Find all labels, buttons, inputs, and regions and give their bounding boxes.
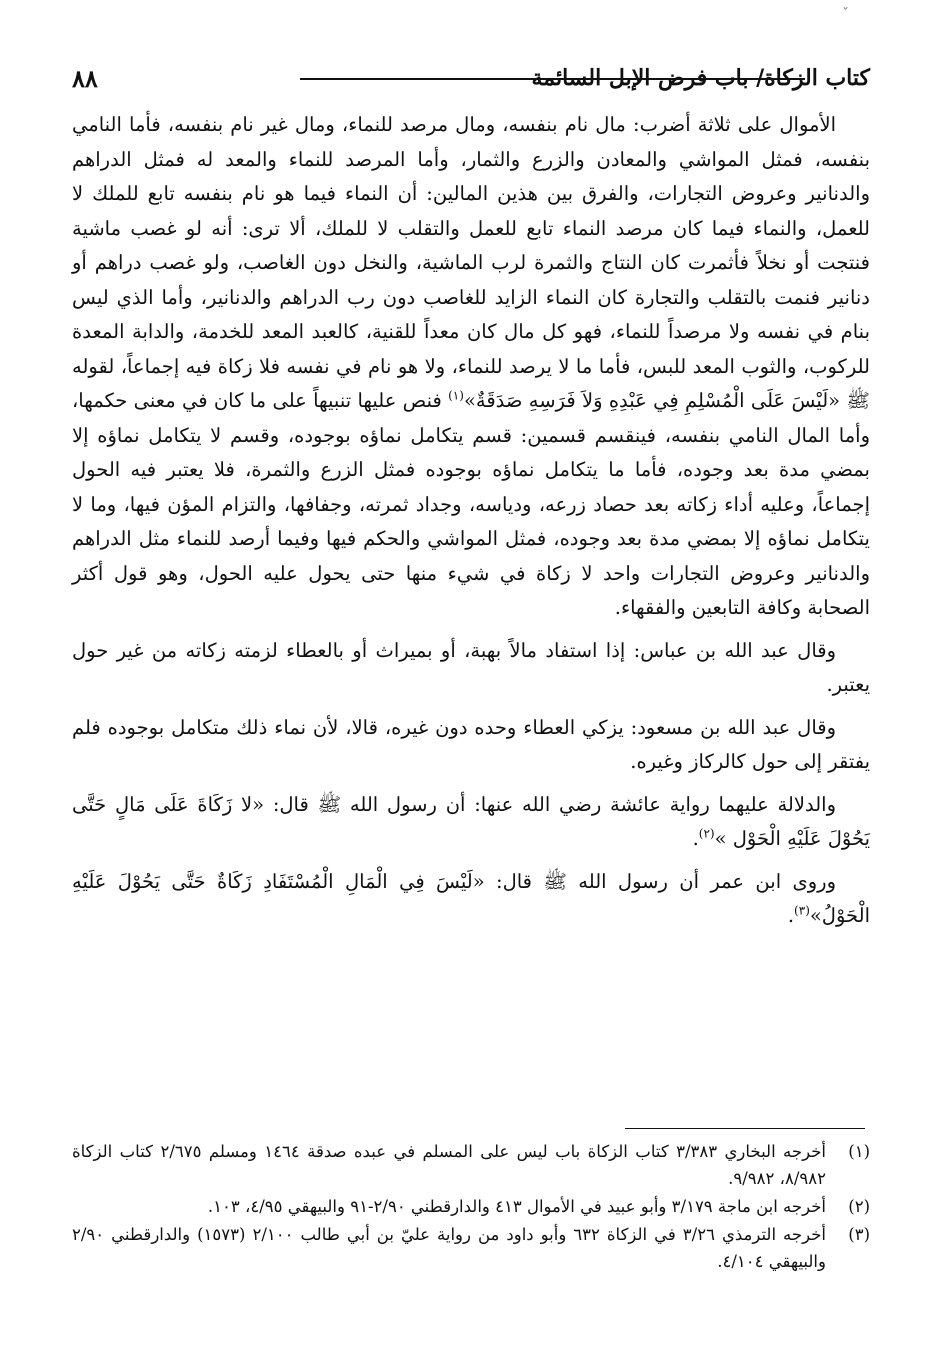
running-title: كتاب الزكاة/ باب فرض الإبل السائمة — [531, 65, 870, 91]
footnote-ref: (٣) — [794, 903, 810, 918]
page-number: ٨٨ — [72, 63, 98, 93]
paragraph — [72, 865, 870, 934]
footnotes — [72, 1138, 870, 1276]
paragraph-text: وروى ابن عمر أن رسول الله ﷺ قال: «لَيْسَ فِي الْمَالِ الْمُسْتَفَادِ زَكَاةٌ حَتَّى يَحُوْلَ عَلَيْهِ الْحَوْلُ» — [72, 869, 870, 927]
paragraph-text: وقال عبد الله بن عباس: إذا استفاد مالاً بهبة، أو بميراث أو بالعطاء لزمته زكاته من غير حول يعتبر. — [72, 638, 870, 696]
footnote-number: (١) — [848, 1142, 870, 1161]
paragraph-text: . — [787, 904, 795, 927]
corner-mark: ˇ — [842, 6, 849, 22]
footnote-ref: (١) — [448, 388, 464, 403]
paragraph-text: الأموال على ثلاثة أضرب: مال نام بنفسه، ومال مرصد للنماء، ومال غير نام بنفسه، فأما النامي بنفسه، فمثل المواشي والمعادن والزرع والثمار، وأما المرصد للنماء والمعد له فمثل الدراهم والدنانير وعروض التجارات، والفرق بين هذين المالين: أن النماء فيما هو نام بنفسه تابع للملك لا للعمل، والنماء فيما كان مرصد النماء تابع للعمل والتقلب لا للملك، ألا ترى: أنه لو غصب ماشية فنتجت أو نخلاً فأثمرت كان النتاج والثمرة لرب الماشية، والنخل دون الغاصب، ولو غصب دراهم أو دنانير فنمت بالتقلب والتجارة كان النماء الزايد للغاصب دون رب الدراهم والدنانير، وأما الذي ليس بنام في نفسه ولا مرصداً للنماء، فهو كل مال كان معداً للقنية، كالعبد المعد للخدمة، والدابة المعدة للركوب، والثوب المعد للبس، فأما ما لا يرصد للنماء، ولا هو نام في نفسه فلا زكاة فيه إجماعاً، لقوله ﷺ «لَيْسَ عَلَى الْمُسْلِمِ فِي عَبْدِهِ وَلاَ فَرَسِهِ صَدَقَةٌ» — [72, 113, 870, 412]
footnote-text: أخرجه الترمذي ٣/٢٦ في الزكاة ٦٣٢ وأبو داود من رواية عليّ بن أبي طالب ٢/١٠٠ (١٥٧٣) والدارقطني ٢/٩٠ والبيهقي ٤/١٠٤. — [72, 1225, 826, 1271]
footnote — [72, 1221, 870, 1275]
paragraph — [72, 108, 870, 626]
paragraph — [72, 788, 870, 857]
main-text — [72, 108, 870, 942]
footnote-number: (٣) — [848, 1225, 870, 1244]
paragraph — [72, 634, 870, 703]
footnote-number: (٢) — [848, 1197, 870, 1216]
footnote-rule — [625, 1128, 865, 1129]
paragraph-text: وقال عبد الله بن مسعود: يزكي العطاء وحده دون غيره، قالا، لأن نماء ذلك متكامل بوجوده فلم يفتقر إلى حول كالركاز وغيره. — [72, 715, 870, 773]
paragraph-text: فنص عليها تنبيهاً على ما كان في معنى حكمها، وأما المال النامي بنفسه، فينقسم قسمين: قسم يتكامل نماؤه بوجوده، وقسم لا يتكامل نماؤه إلا بمضي مدة بعد وجوده، فأما ما يتكامل نماؤه بوجوده فمثل الزرع والثمرة، فلا يعتبر فيه الحول إجماعاً، وعليه أداء زكاته بعد حصاد زرعه، ودياسه، وجداد ثمرته، وجفافها، والتزام المؤن فيها، وما لا يتكامل نماؤه إلا بمضي مدة بعد وجوده، فمثل المواشي والحكم فيها وفيما أرصد للنماء مثل الدراهم والدنانير وعروض التجارات واحد لا زكاة في شيء منها حتى يحول عليه الحول، وهو قول أكثر الصحابة وكافة التابعين والفقهاء. — [72, 389, 870, 619]
footnote — [72, 1193, 870, 1220]
paragraph-text: والدلالة عليهما رواية عائشة رضي الله عنها: أن رسول الله ﷺ قال: «لا زَكَاةَ عَلَى مَالٍ حَتَّى يَحُوْلَ عَلَيْهِ الْحَوْل » — [72, 792, 870, 850]
footnote-text: أخرجه ابن ماجة ٣/١٧٩ وأبو عبيد في الأموال ٤١٣ والدارقطني ٢/٩٠-٩١ والبيهقي ٤/٩٥، ١٠٣. — [207, 1197, 826, 1216]
footnote — [72, 1138, 870, 1192]
footnote-ref: (٢) — [698, 826, 715, 841]
footnote-text: أخرجه البخاري ٣/٣٨٣ كتاب الزكاة باب ليس على المسلم في عبده صدقة ١٤٦٤ ومسلم ٢/٦٧٥ كتاب الزكاة ٨/٩٨٢، ٩/٩٨٢. — [72, 1142, 826, 1188]
header-rule — [300, 78, 805, 80]
paragraph-text: . — [692, 827, 699, 850]
paragraph — [72, 711, 870, 780]
